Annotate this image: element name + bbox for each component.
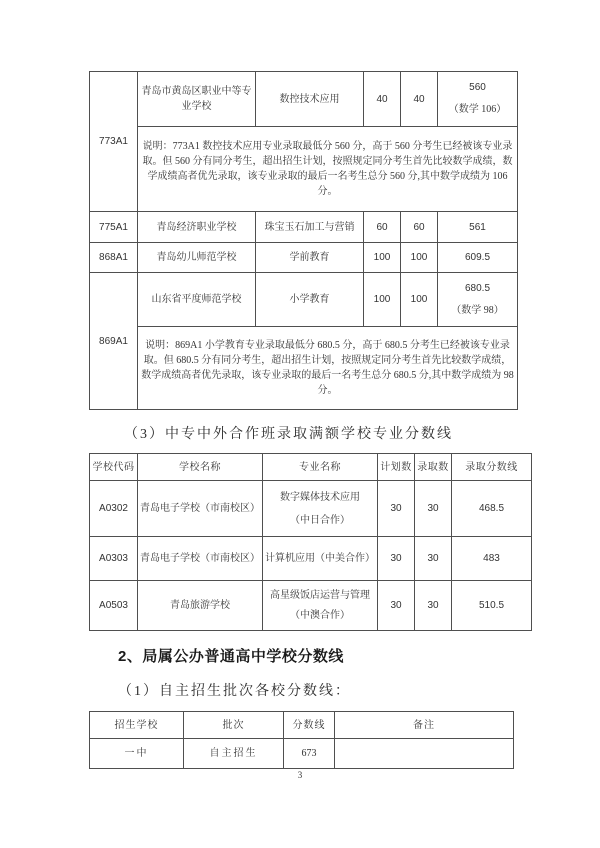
score-cell: 510.5 — [452, 581, 532, 631]
school-name-cell: 青岛电子学校（市南校区） — [138, 481, 263, 537]
school-code-cell: A0303 — [90, 537, 138, 581]
plan-count-cell: 100 — [364, 243, 401, 273]
school-name-cell: 一中 — [90, 739, 184, 769]
admit-count-cell: 60 — [401, 212, 438, 243]
vocational-score-table — [89, 71, 518, 410]
note-cell: 说明：869A1 小学教育专业录取最低分 680.5 分，高于 680.5 分考生已经被该专业录取。但 680.5 分有同分考生，超出招生计划，按照规定同分考生首先比较数学成绩，数学成绩高者优先录取，该专业录取的最后一名考生总分 680.5 分,其中数学成绩为 98 分。 — [138, 327, 518, 410]
school-code-cell: 869A1 — [90, 273, 138, 410]
school-name-cell: 青岛幼儿师范学校 — [138, 243, 256, 273]
school-code-cell: 775A1 — [90, 212, 138, 243]
table-row — [90, 72, 518, 127]
school-code-cell: 868A1 — [90, 243, 138, 273]
score-cell — [438, 72, 518, 127]
score-cell: 483 — [452, 537, 532, 581]
school-name-cell: 青岛市黄岛区职业中等专业学校 — [138, 72, 256, 127]
major-cell: 计算机应用（中美合作） — [263, 537, 378, 581]
major-cell — [263, 481, 378, 537]
batch-cell: 自主招生 — [184, 739, 284, 769]
score-math-note: （数学 98） — [451, 304, 504, 316]
header-school-name: 学校名称 — [138, 454, 263, 481]
table-header-row — [90, 454, 532, 481]
major-cell — [263, 581, 378, 631]
admit-count-cell: 30 — [415, 581, 452, 631]
major-cell: 学前教育 — [256, 243, 364, 273]
header-admit-count: 录取数 — [415, 454, 452, 481]
self-enroll-table — [89, 711, 514, 769]
admit-count-cell: 30 — [415, 537, 452, 581]
school-name-cell: 青岛旅游学校 — [138, 581, 263, 631]
note-cell: 说明：773A1 数控技术应用专业录取最低分 560 分，高于 560 分考生已经被该专业录取。但 560 分有同分考生，超出招生计划，按照规定同分考生首先比较数学成绩，数学成绩高者优先录取，该专业录取的最后一名考生总分 560 分,其中数学成绩为 106 分。 — [138, 127, 518, 212]
admit-count-cell: 100 — [401, 243, 438, 273]
table-row — [90, 327, 518, 410]
school-name-cell: 山东省平度师范学校 — [138, 273, 256, 327]
public-high-section-heading: 2、局属公办普通高中学校分数线 — [118, 648, 344, 665]
major-line-1: 高星级饭店运营与管理 — [270, 589, 370, 601]
major-cell: 数控技术应用 — [256, 72, 364, 127]
table-row — [90, 581, 532, 631]
coop-section-heading: （3）中专中外合作班录取满额学校专业分数线 — [124, 427, 453, 442]
plan-count-cell: 40 — [364, 72, 401, 127]
admit-count-cell: 30 — [415, 481, 452, 537]
header-enroll-school: 招生学校 — [90, 712, 184, 739]
major-line-1: 数字媒体技术应用 — [280, 491, 360, 503]
plan-count-cell: 30 — [378, 537, 415, 581]
header-plan-count: 计划数 — [378, 454, 415, 481]
major-cell: 小学教育 — [256, 273, 364, 327]
major-line-2: （中澳合作） — [290, 609, 350, 621]
score-value: 680.5 — [464, 282, 491, 294]
self-enroll-section-heading: （1）自主招生批次各校分数线： — [118, 684, 351, 699]
admit-count-cell: 100 — [401, 273, 438, 327]
score-cell — [438, 273, 518, 327]
major-line-2: （中日合作） — [290, 514, 350, 526]
school-code-cell: A0503 — [90, 581, 138, 631]
header-batch: 批次 — [184, 712, 284, 739]
table-row — [90, 243, 518, 273]
header-score-line: 录取分数线 — [452, 454, 532, 481]
score-math-note: （数学 106） — [448, 104, 507, 115]
table-header-row — [90, 712, 514, 739]
major-cell: 珠宝玉石加工与营销 — [256, 212, 364, 243]
score-cell: 468.5 — [452, 481, 532, 537]
school-code-cell: A0302 — [90, 481, 138, 537]
header-school-code: 学校代码 — [90, 454, 138, 481]
school-code-cell: 773A1 — [90, 72, 138, 212]
plan-count-cell: 30 — [378, 481, 415, 537]
table-row — [90, 739, 514, 769]
plan-count-cell: 60 — [364, 212, 401, 243]
header-major-name: 专业名称 — [263, 454, 378, 481]
plan-count-cell: 30 — [378, 581, 415, 631]
page-number: 3 — [297, 770, 303, 780]
table-row — [90, 212, 518, 243]
coop-program-table — [89, 453, 532, 631]
score-value: 560 — [469, 82, 486, 93]
plan-count-cell: 100 — [364, 273, 401, 327]
header-score-line: 分数线 — [284, 712, 335, 739]
table-row — [90, 127, 518, 212]
table-row — [90, 273, 518, 327]
school-name-cell: 青岛电子学校（市南校区） — [138, 537, 263, 581]
header-remark: 备注 — [335, 712, 514, 739]
admit-count-cell: 40 — [401, 72, 438, 127]
score-cell: 673 — [284, 739, 335, 769]
remark-cell — [335, 739, 514, 769]
table-row — [90, 481, 532, 537]
school-name-cell: 青岛经济职业学校 — [138, 212, 256, 243]
score-cell: 609.5 — [438, 243, 518, 273]
table-row — [90, 537, 532, 581]
score-cell: 561 — [438, 212, 518, 243]
